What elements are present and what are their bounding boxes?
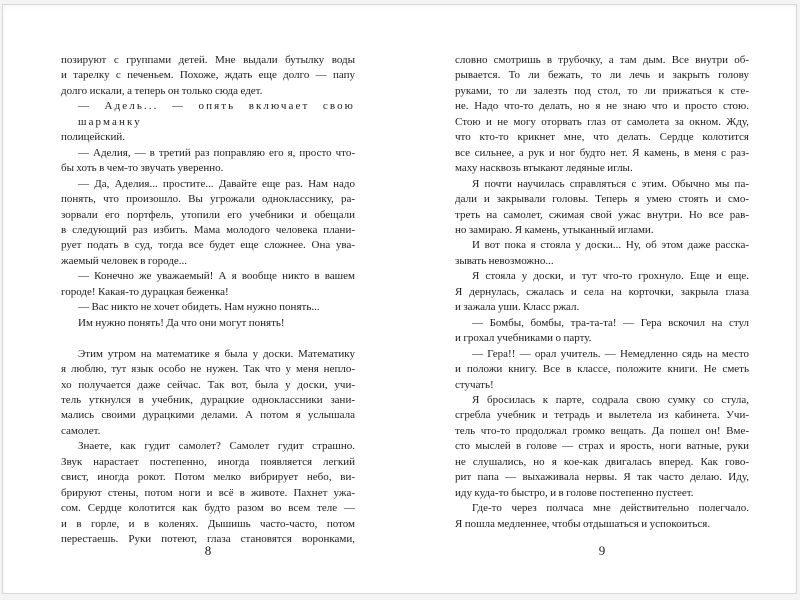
paragraph <box>455 501 749 532</box>
text-line: перестаешь. Руки потеют, глаза становятся воронками, <box>61 533 355 546</box>
page-text <box>61 53 355 547</box>
text-line: зывать невозможно... <box>455 254 554 267</box>
paragraph <box>455 347 749 393</box>
text-line: в следующий раз избить. Мама молодого человека плани- <box>61 223 355 236</box>
page-number: 9 <box>598 543 606 558</box>
text-line: словно смотришь в трубочку, а там дым. Все внутри об- <box>455 54 749 66</box>
paragraph <box>455 269 749 315</box>
paragraph <box>61 146 355 177</box>
text-line: брируют стены, потом ноги и всё в животе. Пахнет ужа- <box>61 486 355 499</box>
text-line: — Адель... — опять включает свою шарманку <box>78 100 355 128</box>
text-line: Где-то через полчаса мне действительно полегчало. <box>472 502 749 515</box>
text-line: что кто-то крикнет мне, что делать. Сердце колотится <box>455 131 749 144</box>
text-line: Этим утром на математике я была у доски. Математику <box>78 347 355 360</box>
paragraph <box>61 347 355 440</box>
text-line: все сильнее, а рук и ног будто нет. Я камень, в меня с раз- <box>455 146 749 159</box>
paragraph <box>61 269 355 300</box>
text-line: тель уткнулся в учебник, дурацкие одноклассники зани- <box>61 393 355 406</box>
text-line: свист, иногда рокот. Потом мелко вибрирует небо, ви- <box>61 471 355 484</box>
text-line: бы хоть в чем-то звучать уверенно. <box>61 162 224 175</box>
text-line: Я бросилась к парте, содрала свою сумку со стула, <box>472 393 749 406</box>
text-line: — Аделия, — в третий раз поправляю его я, просто что- <box>78 146 355 159</box>
paragraph <box>455 393 749 501</box>
text-line: сом. Сердце колотится как будто разом во всем теле — <box>61 502 355 515</box>
text-line: не слушались, но я кое-как двигалась вперед. Как гово- <box>455 455 749 468</box>
text-line: — Бомбы, бомбы, тра-та-та! — Гера вскочил на стул <box>472 316 749 329</box>
text-line: полицейский. <box>61 131 126 144</box>
text-line: хо получается даже сейчас. Так вот, была у доски, учи- <box>61 378 355 391</box>
text-line: маху насквозь втыкают ледяные иглы. <box>455 162 633 175</box>
text-line: не. Надо что-то делать, но я не знаю что и просто стою. <box>455 100 749 113</box>
text-line: я люблю, тут язык особо не нужен. Так что у меня непло- <box>61 363 355 376</box>
page-right <box>455 53 749 532</box>
text-line: руками, то ли залезть под стол, то ли прижаться к сте- <box>455 84 749 97</box>
text-line: жаемый человек в городе... <box>61 254 188 267</box>
text-line: и грохал учебниками о парту. <box>455 332 592 345</box>
paragraph <box>61 53 355 99</box>
text-line: позируют с группами детей. Мне выдали бутылку воды <box>61 54 355 66</box>
text-line: рует подать в суд, тогда все будет еще сложнее. Она ува- <box>61 239 355 252</box>
text-line: стучать! <box>455 378 494 391</box>
text-line: тель что-то продолжал громко вещать. Да пошел он! Вме- <box>455 424 749 437</box>
paragraph <box>455 177 749 239</box>
text-line: — Да, Аделия... простите... Давайте еще раз. Нам надо <box>78 177 355 190</box>
text-line: долго искали, а теперь он только сюда едет. <box>61 84 263 97</box>
page-number: 8 <box>204 543 212 558</box>
page-text <box>455 53 749 532</box>
text-line: самолет. <box>61 424 101 437</box>
text-line: зорвали его портфель, утопили его учебники и обещали <box>61 208 355 221</box>
text-line: Я пошла медленнее, чтобы отдышаться и успокоиться. <box>455 517 711 530</box>
page-left <box>61 53 355 547</box>
text-line: И вот пока я стояла у доски... Ну, об этом даже расска- <box>472 239 749 252</box>
text-line: треть на самолет, сжимая свой ужас внутри. Но все рав- <box>455 208 749 221</box>
paragraph <box>61 439 355 547</box>
paragraph <box>61 177 355 270</box>
text-line: Я стояла у доски, и тут что-то грохнуло. Еще и еще. <box>472 270 749 283</box>
text-line: Звук нарастает постепенно, иногда появляется легкий <box>61 455 355 468</box>
text-line: — Вас никто не хочет обидеть. Нам нужно понять... <box>78 301 320 314</box>
text-line: понять, что произошло. Вы угрожали однокласснику, ра- <box>61 193 355 206</box>
text-line: и в горле, и в коленях. Дышишь часто-часто, потом <box>61 517 355 530</box>
book-spread <box>2 4 797 594</box>
text-line: Я почти научилась справляться с этим. Обычно мы па- <box>472 177 749 190</box>
text-line: — Конечно же уважаемый! А я вообще никто в вашем <box>78 270 355 283</box>
text-line: и зажала уши. Класс ржал. <box>455 301 580 314</box>
text-line: городе! Какая-то дурацкая беженка! <box>61 285 229 298</box>
text-line: Я дернулась, сжалась и села на корточки, закрыла глаза <box>455 285 749 298</box>
paragraph <box>61 99 355 145</box>
text-line: Им нужно понять! Да что они могут понять! <box>78 316 285 329</box>
text-line: и положи книгу. Все в классе, положите книги. Не сметь <box>455 363 749 376</box>
text-line: но замираю. Я камень, утыканный иглами. <box>455 223 654 236</box>
text-line: дали и закрывали головы. Теперь я умею стоять и смо- <box>455 193 749 206</box>
paragraph <box>455 316 749 347</box>
paragraph <box>455 53 749 177</box>
paragraph <box>61 300 355 315</box>
text-line: рит папа — выхаживала нервы. Я так часто делаю. Иду, <box>455 471 749 484</box>
text-line: сто мыслей в голове — страх и ярость, ноги ватные, руки <box>455 440 749 453</box>
text-line: — Гера!! — орал учитель. — Немедленно сядь на место <box>472 347 749 360</box>
text-line: рывается. То ли бежать, то ли лечь и закрыть голову <box>455 69 749 82</box>
text-line: сгребла учебник и тетрадь и вылетела из кабинета. Учи- <box>455 409 749 422</box>
text-line: и тарелку с печеньем. Похоже, ждать еще долго — папу <box>61 69 355 82</box>
text-line: Стою и не могу оторвать глаз от самолета за окном. Жду, <box>455 115 749 128</box>
text-line: мались своими дурацкими делами. А потом я услышала <box>61 409 355 422</box>
text-line: Знаете, как гудит самолет? Самолет гудит страшно. <box>78 440 355 453</box>
paragraph <box>455 238 749 269</box>
paragraph <box>61 316 355 331</box>
text-line: иду куда-то быстро, и в голове постепенно пустеет. <box>455 486 694 499</box>
